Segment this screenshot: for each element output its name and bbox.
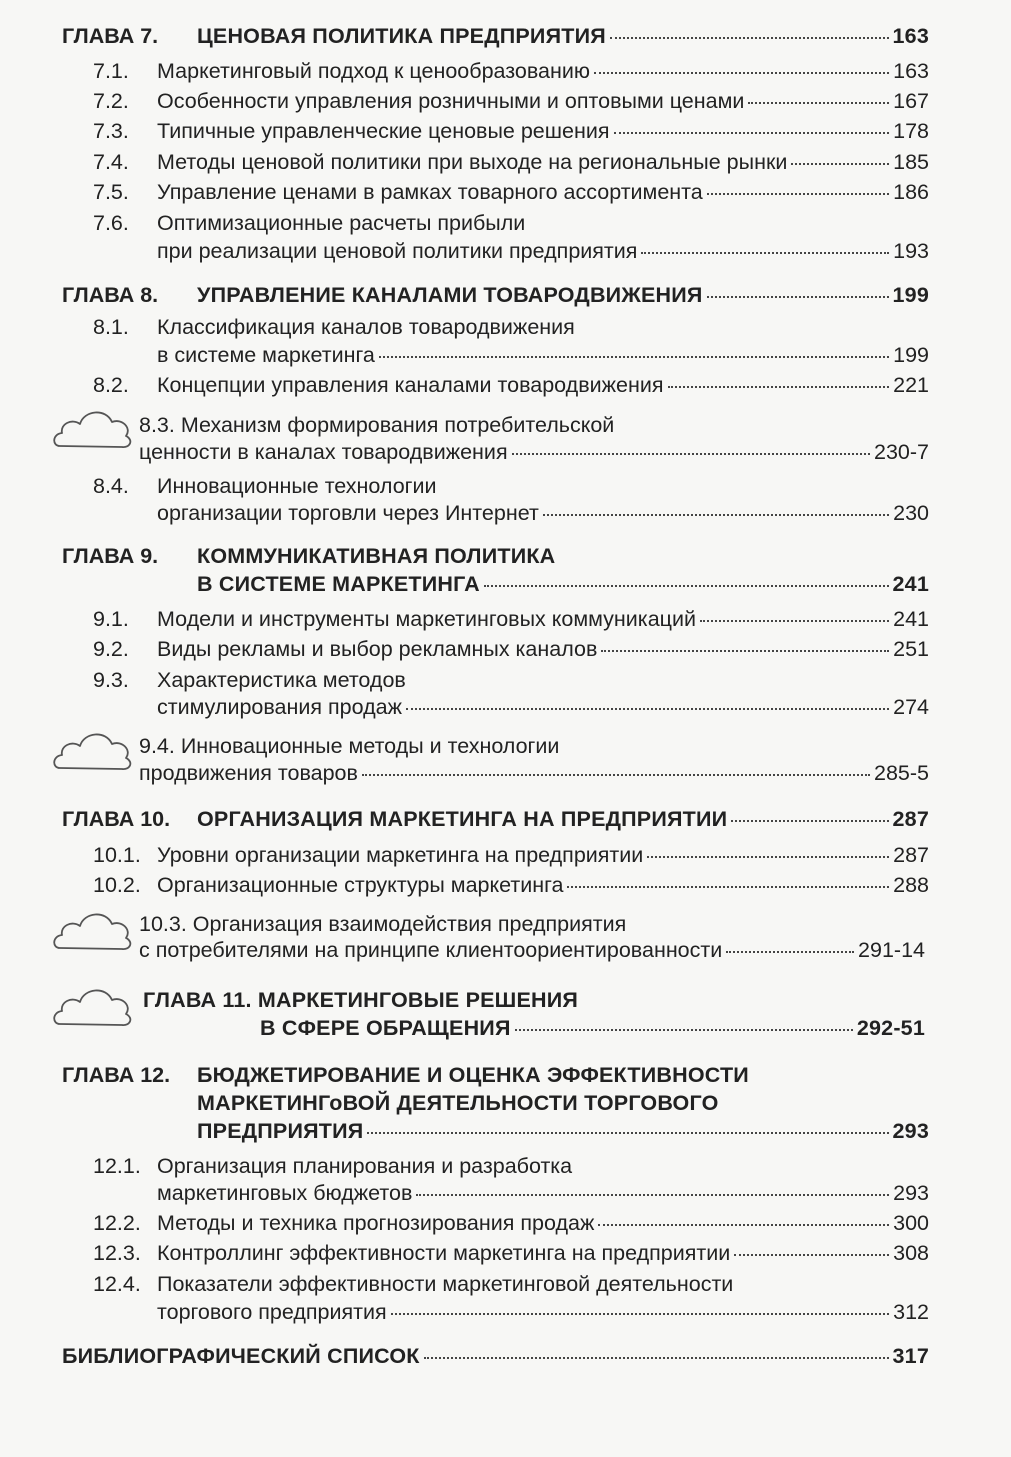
section-7-6-title-line2: при реализации ценовой политики предприятия xyxy=(157,239,638,263)
section-12-2-page: 300 xyxy=(893,1211,929,1235)
section-8-1-number: 8.1. xyxy=(93,315,129,339)
section-7-2-number: 7.2. xyxy=(93,89,129,113)
leader-dots xyxy=(512,453,870,455)
leader-dots xyxy=(416,1194,889,1196)
section-8-2-page: 221 xyxy=(893,373,929,397)
section-7-6-entry[interactable] xyxy=(157,236,929,266)
chapter-7-label: ГЛАВА 7. xyxy=(62,24,159,48)
section-12-1-title-line2: маркетинговых бюджетов xyxy=(157,1181,413,1205)
chapter-12-title-line2: МАРКЕТИНГоВОЙ ДЕЯТЕЛЬНОСТИ ТОРГОВОГО xyxy=(197,1091,719,1115)
chapter-7-page: 163 xyxy=(892,24,929,48)
section-8-3-page: 230-7 xyxy=(874,440,929,464)
section-9-4-entry[interactable] xyxy=(139,758,929,788)
section-12-4-page: 312 xyxy=(893,1300,929,1324)
chapter-9-page: 241 xyxy=(892,572,929,596)
section-12-2-number: 12.2. xyxy=(93,1211,141,1235)
section-10-2-number: 10.2. xyxy=(93,873,141,897)
section-7-4-title: Методы ценовой политики при выходе на региональные рынки xyxy=(157,150,788,174)
chapter-7-title: ЦЕНОВАЯ ПОЛИТИКА ПРЕДПРИЯТИЯ xyxy=(197,24,606,48)
section-9-4-page: 285-5 xyxy=(874,761,929,785)
leader-dots xyxy=(791,163,889,165)
section-9-1-number: 9.1. xyxy=(93,607,129,631)
leader-dots xyxy=(484,585,889,587)
section-7-1-title: Маркетинговый подход к ценообразованию xyxy=(157,59,590,83)
chapter-8-label: ГЛАВА 8. xyxy=(62,283,159,307)
section-7-1-page: 163 xyxy=(893,59,929,83)
section-7-4-page: 185 xyxy=(893,150,929,174)
section-8-1-page: 199 xyxy=(893,343,929,367)
section-8-4-page: 230 xyxy=(893,501,929,525)
leader-dots xyxy=(734,1254,889,1256)
section-12-4-entry[interactable] xyxy=(157,1297,929,1327)
cloud-icon xyxy=(50,980,134,1030)
chapter-11-title-line2: В СФЕРЕ ОБРАЩЕНИЯ xyxy=(260,1016,511,1040)
section-9-4-title-line2: продвижения товаров xyxy=(139,761,358,785)
section-12-1-entry[interactable] xyxy=(157,1178,929,1208)
chapter-12-entry[interactable] xyxy=(197,1116,929,1146)
section-10-3-title-line2: с потребителями на принципе клиентоориентированности xyxy=(139,938,723,962)
section-7-3-entry[interactable] xyxy=(157,116,929,146)
leader-dots xyxy=(594,72,889,74)
section-7-3-number: 7.3. xyxy=(93,119,129,143)
section-12-4-title-line2: торгового предприятия xyxy=(157,1300,387,1324)
section-12-1-title-line1: Организация планирования и разработка xyxy=(157,1154,573,1178)
section-9-3-number: 9.3. xyxy=(93,668,129,692)
chapter-8-entry[interactable] xyxy=(197,280,929,310)
section-7-4-number: 7.4. xyxy=(93,150,129,174)
section-8-3-title-line1: 8.3. Механизм формирования потребительской xyxy=(139,413,615,437)
section-10-2-entry[interactable] xyxy=(157,870,929,900)
chapter-9-entry[interactable] xyxy=(197,569,929,599)
section-7-1-entry[interactable] xyxy=(157,56,929,86)
chapter-10-label: ГЛАВА 10. xyxy=(62,807,171,831)
cloud-icon xyxy=(50,402,134,452)
leader-dots xyxy=(610,37,889,39)
section-12-4-title-line1: Показатели эффективности маркетинговой деятельности xyxy=(157,1272,734,1296)
bibliography-page: 317 xyxy=(892,1344,929,1368)
section-8-1-title-line2: в системе маркетинга xyxy=(157,343,375,367)
leader-dots xyxy=(601,650,889,652)
chapter-8-page: 199 xyxy=(892,283,929,307)
chapter-12-title-line3: ПРЕДПРИЯТИЯ xyxy=(197,1119,364,1143)
section-7-2-entry[interactable] xyxy=(157,86,929,116)
cloud-icon xyxy=(50,904,134,954)
section-9-3-title-line1: Характеристика методов xyxy=(157,668,406,692)
chapter-10-title: ОРГАНИЗАЦИЯ МАРКЕТИНГА НА ПРЕДПРИЯТИИ xyxy=(197,807,728,831)
leader-dots xyxy=(731,820,888,822)
section-10-3-title-line1: 10.3. Организация взаимодействия предприятия xyxy=(139,912,627,936)
section-7-4-entry[interactable] xyxy=(157,147,929,177)
bibliography-title: БИБЛИОГРАФИЧЕСКИЙ СПИСОК xyxy=(62,1344,420,1368)
section-9-2-title: Виды рекламы и выбор рекламных каналов xyxy=(157,637,598,661)
section-10-1-number: 10.1. xyxy=(93,843,141,867)
chapter-9-title-line2: В СИСТЕМЕ МАРКЕТИНГА xyxy=(197,572,480,596)
bibliography-entry[interactable] xyxy=(62,1341,929,1371)
section-10-1-page: 287 xyxy=(893,843,929,867)
section-12-2-entry[interactable] xyxy=(157,1208,929,1238)
leader-dots xyxy=(367,1132,888,1134)
section-8-1-title-line1: Классификация каналов товародвижения xyxy=(157,315,575,339)
leader-dots xyxy=(647,856,889,858)
section-9-3-page: 274 xyxy=(893,695,929,719)
leader-dots xyxy=(515,1029,853,1031)
chapter-11-page: 292-51 xyxy=(856,1016,925,1040)
chapter-12-page: 293 xyxy=(892,1119,929,1143)
section-12-3-title: Контроллинг эффективности маркетинга на предприятии xyxy=(157,1241,731,1265)
leader-dots xyxy=(406,708,889,710)
chapter-12-label: ГЛАВА 12. xyxy=(62,1063,171,1087)
leader-dots xyxy=(614,132,890,134)
section-7-3-title: Типичные управленческие ценовые решения xyxy=(157,119,610,143)
section-8-3-entry[interactable] xyxy=(139,437,929,467)
chapter-8-title: УПРАВЛЕНИЕ КАНАЛАМИ ТОВАРОДВИЖЕНИЯ xyxy=(197,283,703,307)
leader-dots xyxy=(668,386,890,388)
section-8-1-entry[interactable] xyxy=(157,340,929,370)
section-9-2-number: 9.2. xyxy=(93,637,129,661)
chapter-11-entry[interactable] xyxy=(260,1013,925,1043)
cloud-icon xyxy=(50,724,134,774)
section-8-2-number: 8.2. xyxy=(93,373,129,397)
section-9-2-entry[interactable] xyxy=(157,634,929,664)
chapter-10-entry[interactable] xyxy=(197,804,929,834)
chapter-11-title-line1: ГЛАВА 11. МАРКЕТИНГОВЫЕ РЕШЕНИЯ xyxy=(143,988,579,1012)
section-7-5-title: Управление ценами в рамках товарного ассортимента xyxy=(157,180,703,204)
leader-dots xyxy=(748,102,889,104)
section-10-2-title: Организационные структуры маркетинга xyxy=(157,873,564,897)
section-9-4-title-line1: 9.4. Инновационные методы и технологии xyxy=(139,734,560,758)
leader-dots xyxy=(362,774,870,776)
section-10-1-title: Уровни организации маркетинга на предприятии xyxy=(157,843,644,867)
section-7-6-page: 193 xyxy=(893,239,929,263)
section-9-1-entry[interactable] xyxy=(157,604,929,634)
leader-dots xyxy=(726,951,854,953)
chapter-9-label: ГЛАВА 9. xyxy=(62,544,159,568)
chapter-9-title-line1: КОММУНИКАТИВНАЯ ПОЛИТИКА xyxy=(197,544,556,568)
section-9-1-title: Модели и инструменты маркетинговых коммуникаций xyxy=(157,607,696,631)
chapter-12-title-line1: БЮДЖЕТИРОВАНИЕ И ОЦЕНКА ЭФФЕКТИВНОСТИ xyxy=(197,1063,749,1087)
leader-dots xyxy=(543,514,889,516)
leader-dots xyxy=(707,193,889,195)
section-12-4-number: 12.4. xyxy=(93,1272,141,1296)
section-10-3-page: 291-14 xyxy=(858,938,925,962)
section-12-3-entry[interactable] xyxy=(157,1238,929,1268)
section-9-2-page: 251 xyxy=(893,637,929,661)
section-7-6-title-line1: Оптимизационные расчеты прибыли xyxy=(157,211,526,235)
leader-dots xyxy=(567,886,889,888)
section-7-3-page: 178 xyxy=(893,119,929,143)
section-8-4-title-line2: организации торговли через Интернет xyxy=(157,501,539,525)
section-12-2-title: Методы и техника прогнозирования продаж xyxy=(157,1211,595,1235)
section-9-3-entry[interactable] xyxy=(157,692,929,722)
section-10-1-entry[interactable] xyxy=(157,840,929,870)
leader-dots xyxy=(598,1224,889,1226)
section-8-2-entry[interactable] xyxy=(157,370,929,400)
leader-dots xyxy=(379,356,889,358)
section-12-1-page: 293 xyxy=(893,1181,929,1205)
section-7-5-number: 7.5. xyxy=(93,180,129,204)
section-7-1-number: 7.1. xyxy=(93,59,129,83)
section-7-2-title: Особенности управления розничными и оптовыми ценами xyxy=(157,89,745,113)
section-8-3-title-line2: ценности в каналах товародвижения xyxy=(139,440,508,464)
leader-dots xyxy=(707,296,889,298)
section-7-6-number: 7.6. xyxy=(93,211,129,235)
chapter-10-page: 287 xyxy=(892,807,929,831)
section-7-5-entry[interactable] xyxy=(157,177,929,207)
chapter-7-entry[interactable] xyxy=(197,21,929,51)
section-8-4-title-line1: Инновационные технологии xyxy=(157,474,437,498)
section-8-4-number: 8.4. xyxy=(93,474,129,498)
section-12-1-number: 12.1. xyxy=(93,1154,141,1178)
section-10-3-entry[interactable] xyxy=(139,935,925,965)
leader-dots xyxy=(641,252,889,254)
section-12-3-number: 12.3. xyxy=(93,1241,141,1265)
section-7-2-page: 167 xyxy=(893,89,929,113)
leader-dots xyxy=(391,1313,889,1315)
leader-dots xyxy=(700,620,889,622)
section-8-2-title: Концепции управления каналами товародвижения xyxy=(157,373,664,397)
section-8-4-entry[interactable] xyxy=(157,498,929,528)
section-10-2-page: 288 xyxy=(893,873,929,897)
section-12-3-page: 308 xyxy=(893,1241,929,1265)
section-9-3-title-line2: стимулирования продаж xyxy=(157,695,402,719)
leader-dots xyxy=(424,1357,889,1359)
section-7-5-page: 186 xyxy=(893,180,929,204)
section-9-1-page: 241 xyxy=(893,607,929,631)
